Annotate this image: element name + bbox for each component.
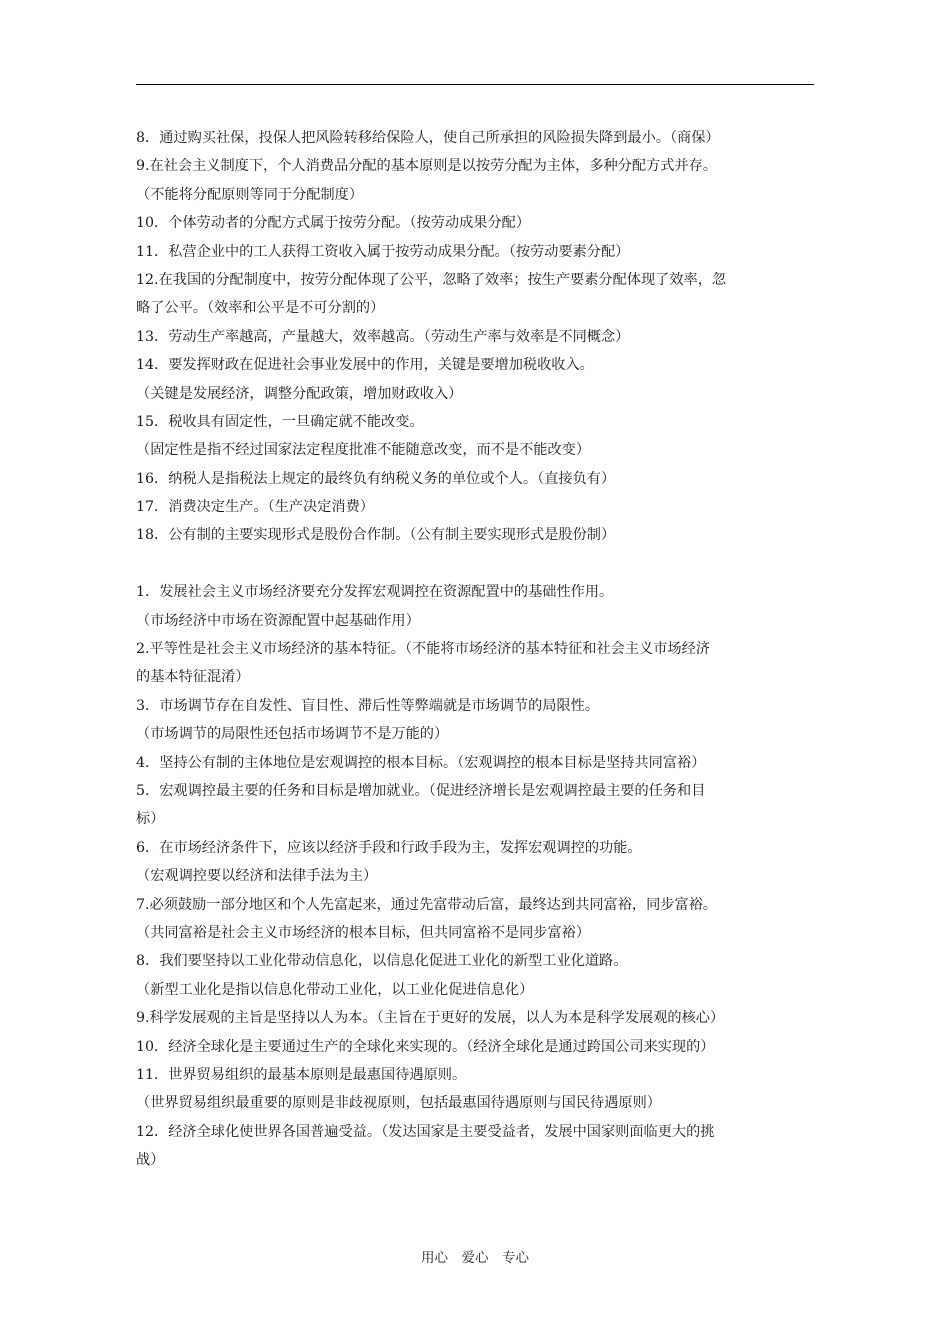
- text-line: 3．市场调节存在自发性、盲目性、滞后性等弊端就是市场调节的局限性。: [136, 697, 600, 714]
- text-line: 11．世界贸易组织的最基本原则是最惠国待遇原则。: [136, 1066, 467, 1083]
- text-line: 8．通过购买社保，投保人把风险转移给保险人，使自己所承担的风险损失降到最小。（商保）: [136, 130, 720, 146]
- text-line: （市场经济中市场在资源配置中起基础作用）: [136, 612, 420, 629]
- text-line: （新型工业化是指以信息化带动工业化，以工业化促进信息化）: [136, 981, 534, 998]
- text-line: 18．公有制的主要实现形式是股份合作制。（公有制主要实现形式是股份制）: [136, 527, 616, 544]
- text-line: 10．个体劳动者的分配方式属于按劳分配。（按劳动成果分配）: [136, 215, 531, 232]
- text-line: 5．宏观调控最主要的任务和目标是增加就业。（促进经济增长是宏观调控最主要的任务和目: [136, 782, 706, 799]
- header-rule: [136, 84, 814, 85]
- text-line: 1．发展社会主义市场经济要充分发挥宏观调控在资源配置中的基础性作用。: [136, 584, 614, 601]
- text-line: 13．劳动生产率越高，产量越大，效率越高。（劳动生产率与效率是不同概念）: [136, 328, 630, 345]
- text-line: （世界贸易组织最重要的原则是非歧视原则，包括最惠国待遇原则与国民待遇原则）: [136, 1095, 661, 1112]
- text-line: 11．私营企业中的工人获得工资收入属于按劳动成果分配。（按劳动要素分配）: [136, 243, 630, 260]
- text-line: 战）: [136, 1152, 165, 1169]
- text-line: 2.平等性是社会主义市场经济的基本特征。（不能将市场经济的基本特征和社会主义市场经济: [136, 641, 710, 658]
- text-line: 标）: [136, 811, 165, 828]
- text-line: 12．经济全球化使世界各国普遍受益。（发达国家是主要受益者，发展中国家则面临更大的挑: [136, 1123, 715, 1140]
- text-line: 9.在社会主义制度下，个人消费品分配的基本原则是以按劳分配为主体，多种分配方式并存。: [136, 158, 718, 175]
- text-line: （共同富裕是社会主义市场经济的根本目标，但共同富裕不是同步富裕）: [136, 924, 591, 941]
- section-market-economy: [136, 578, 816, 1174]
- text-line: 的基本特征混淆）: [136, 669, 250, 686]
- section-gap: [136, 550, 816, 578]
- text-line: 17．消费决定生产。（生产决定消费）: [136, 499, 374, 516]
- text-line: （不能将分配原则等同于分配制度）: [136, 186, 364, 203]
- text-line: （固定性是指不经过国家法定程度批准不能随意改变，而不是不能改变）: [136, 442, 591, 459]
- text-line: 9.科学发展观的主旨是坚持以人为本。（主旨在于更好的发展，以人为本是科学发展观的核心）: [136, 1010, 725, 1027]
- text-line: 6．在市场经济条件下，应该以经济手段和行政手段为主，发挥宏观调控的功能。: [136, 839, 642, 856]
- document-body: [136, 124, 816, 1174]
- text-line: 12.在我国的分配制度中，按劳分配体现了公平，忽略了效率；按生产要素分配体现了效率，忽: [136, 271, 727, 288]
- text-line: 4．坚持公有制的主体地位是宏观调控的根本目标。（宏观调控的根本目标是坚持共同富裕）: [136, 754, 706, 771]
- text-line: （宏观调控要以经济和法律手法为主）: [136, 868, 378, 885]
- text-line: 8．我们要坚持以工业化带动信息化，以信息化促进工业化的新型工业化道路。: [136, 953, 628, 970]
- page-footer: 用心 爱心 专心: [421, 1250, 529, 1266]
- section-distribution: [136, 124, 816, 550]
- text-line: 7.必须鼓励一部分地区和个人先富起来，通过先富带动后富，最终达到共同富裕，同步富裕。: [136, 896, 718, 913]
- text-line: 10．经济全球化是主要通过生产的全球化来实现的。（经济全球化是通过跨国公司来实现的）: [136, 1038, 715, 1055]
- text-line: 16．纳税人是指税法上规定的最终负有纳税义务的单位或个人。（直接负有）: [136, 470, 616, 487]
- text-line: 14．要发挥财政在促进社会事业发展中的作用，关键是要增加税收收入。: [136, 357, 594, 374]
- text-line: 15．税收具有固定性，一旦确定就不能改变。: [136, 413, 424, 430]
- text-line: （市场调节的局限性还包括市场调节不是万能的）: [136, 726, 449, 743]
- text-line: （关键是发展经济，调整分配政策，增加财政收入）: [136, 385, 463, 402]
- text-line: 略了公平。（效率和公平是不可分割的）: [136, 300, 385, 317]
